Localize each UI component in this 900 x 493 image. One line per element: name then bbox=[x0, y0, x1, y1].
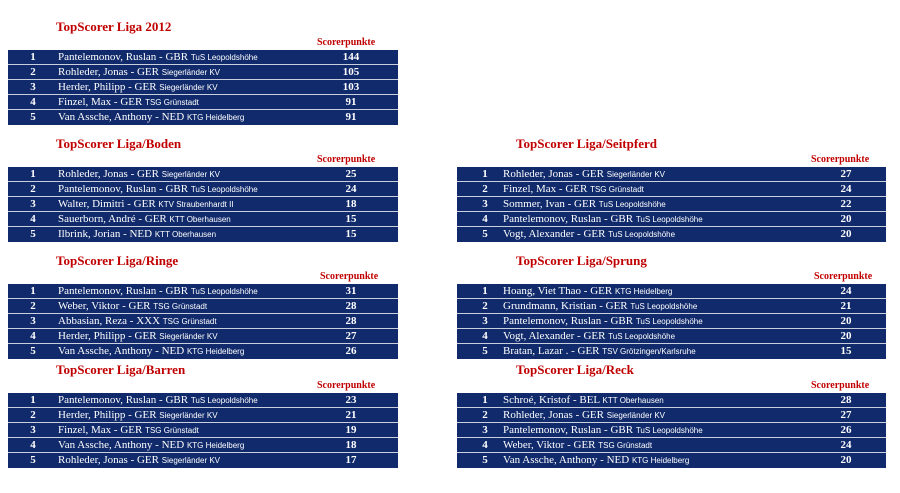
rank: 2 bbox=[30, 300, 36, 312]
athlete-cell bbox=[58, 314, 217, 329]
rank: 3 bbox=[30, 81, 36, 93]
points: 20 bbox=[840, 228, 852, 240]
score-header: Scorerpunkte bbox=[811, 154, 870, 165]
club-name: TuS Leopoldshöhe bbox=[190, 396, 258, 405]
club-name: KTT Oberhausen bbox=[169, 215, 231, 224]
athlete-name: Pantelemonov, Ruslan - GBR bbox=[58, 394, 189, 406]
block-title: TopScorer Liga/Sprung bbox=[516, 253, 647, 268]
athlete-cell bbox=[503, 182, 644, 197]
athlete-name: Pantelemonov, Ruslan - GBR bbox=[503, 424, 634, 436]
table-row bbox=[457, 227, 886, 242]
block-title: TopScorer Liga/Barren bbox=[56, 362, 186, 377]
rank: 4 bbox=[30, 439, 36, 451]
table-row bbox=[457, 329, 886, 344]
athlete-name: Hoang, Viet Thao - GER bbox=[503, 285, 613, 297]
athlete-name: Vogt, Alexander - GER bbox=[503, 228, 606, 240]
points: 28 bbox=[345, 315, 357, 327]
table-row bbox=[457, 212, 886, 227]
club-name: TuS Leopoldshöhe bbox=[190, 287, 258, 296]
points: 103 bbox=[342, 81, 360, 93]
athlete-cell bbox=[58, 80, 218, 95]
rank: 1 bbox=[30, 285, 36, 297]
rank: 3 bbox=[482, 198, 488, 210]
rank: 2 bbox=[482, 183, 488, 195]
athlete-name: Grundmann, Kristian - GER bbox=[503, 300, 628, 312]
athlete-name: Sauerborn, André - GER bbox=[58, 213, 167, 225]
athlete-cell bbox=[58, 453, 220, 468]
rank: 3 bbox=[482, 315, 488, 327]
rank: 2 bbox=[482, 409, 488, 421]
points: 26 bbox=[345, 345, 357, 357]
athlete-cell bbox=[58, 65, 220, 80]
points: 28 bbox=[345, 300, 357, 312]
table-row bbox=[457, 344, 886, 359]
club-name: TSG Grünstadt bbox=[162, 317, 217, 326]
athlete-cell bbox=[503, 438, 652, 453]
block-title: TopScorer Liga/Seitpferd bbox=[516, 136, 657, 151]
rank: 4 bbox=[482, 439, 488, 451]
points: 22 bbox=[840, 198, 852, 210]
score-table bbox=[8, 167, 398, 242]
athlete-cell bbox=[58, 182, 258, 197]
table-row bbox=[8, 299, 398, 314]
table-row bbox=[457, 284, 886, 299]
club-name: TuS Leopoldshöhe bbox=[635, 317, 703, 326]
score-header: Scorerpunkte bbox=[811, 380, 870, 391]
club-name: TSG Grünstadt bbox=[153, 302, 208, 311]
athlete-cell bbox=[58, 227, 216, 242]
table-row bbox=[457, 314, 886, 329]
athlete-cell bbox=[503, 167, 665, 182]
athlete-name: Sommer, Ivan - GER bbox=[503, 198, 597, 210]
athlete-cell bbox=[503, 329, 675, 344]
athlete-name: Rohleder, Jonas - GER bbox=[503, 168, 604, 180]
rank: 5 bbox=[482, 345, 488, 357]
table-row bbox=[8, 50, 398, 65]
points: 31 bbox=[345, 285, 357, 297]
table-row bbox=[8, 197, 398, 212]
points: 15 bbox=[345, 228, 357, 240]
athlete-cell bbox=[503, 393, 664, 408]
score-table bbox=[457, 393, 886, 468]
table-row bbox=[8, 95, 398, 110]
score-table bbox=[457, 284, 886, 359]
athlete-name: Pantelemonov, Ruslan - GBR bbox=[503, 213, 634, 225]
athlete-cell bbox=[503, 423, 703, 438]
points: 91 bbox=[345, 111, 357, 123]
athlete-name: Pantelemonov, Ruslan - GBR bbox=[58, 51, 189, 63]
club-name: TuS Leopoldshöhe bbox=[598, 200, 666, 209]
table-row bbox=[457, 182, 886, 197]
rank: 4 bbox=[30, 330, 36, 342]
athlete-name: Finzel, Max - GER bbox=[58, 96, 143, 108]
rank: 4 bbox=[482, 330, 488, 342]
club-name: KTG Heidelberg bbox=[614, 287, 673, 296]
table-row bbox=[457, 167, 886, 182]
points: 20 bbox=[840, 213, 852, 225]
athlete-cell bbox=[58, 95, 199, 110]
club-name: TuS Leopoldshöhe bbox=[635, 426, 703, 435]
score-table bbox=[457, 167, 886, 242]
table-row bbox=[8, 227, 398, 242]
points: 26 bbox=[840, 424, 852, 436]
club-name: KTT Oberhausen bbox=[602, 396, 664, 405]
club-name: TuS Leopoldshöhe bbox=[630, 302, 698, 311]
club-name: TuS Leopoldshöhe bbox=[608, 230, 676, 239]
points: 20 bbox=[840, 330, 852, 342]
athlete-cell bbox=[58, 197, 234, 212]
rank: 5 bbox=[30, 111, 36, 123]
athlete-name: Walter, Dimitri - GER bbox=[58, 198, 156, 210]
athlete-cell bbox=[503, 344, 696, 359]
athlete-cell bbox=[58, 212, 231, 227]
athlete-name: Rohleder, Jonas - GER bbox=[58, 66, 159, 78]
points: 24 bbox=[345, 183, 357, 195]
athlete-cell bbox=[503, 408, 665, 423]
club-name: TuS Leopoldshöhe bbox=[190, 185, 258, 194]
table-row bbox=[8, 344, 398, 359]
club-name: KTV Straubenhardt II bbox=[158, 200, 234, 209]
points: 20 bbox=[840, 315, 852, 327]
athlete-cell bbox=[503, 314, 703, 329]
athlete-name: Finzel, Max - GER bbox=[503, 183, 588, 195]
athlete-name: Pantelemonov, Ruslan - GBR bbox=[58, 183, 189, 195]
rank: 3 bbox=[30, 315, 36, 327]
table-row bbox=[457, 453, 886, 468]
score-table bbox=[8, 284, 398, 359]
club-name: TSV Grötzingen/Karlsruhe bbox=[602, 347, 696, 356]
rank: 2 bbox=[30, 66, 36, 78]
athlete-cell bbox=[58, 110, 244, 125]
table-row bbox=[8, 167, 398, 182]
points: 28 bbox=[840, 394, 852, 406]
score-header: Scorerpunkte bbox=[317, 154, 376, 165]
table-row bbox=[8, 314, 398, 329]
club-name: TuS Leopoldshöhe bbox=[608, 332, 676, 341]
table-row bbox=[457, 408, 886, 423]
athlete-name: Ilbrink, Jorian - NED bbox=[58, 228, 153, 240]
points: 20 bbox=[840, 454, 852, 466]
club-name: Siegerländer KV bbox=[161, 456, 221, 465]
athlete-name: Herder, Philipp - GER bbox=[58, 81, 157, 93]
athlete-name: Herder, Philipp - GER bbox=[58, 330, 157, 342]
table-row bbox=[8, 284, 398, 299]
block-title: TopScorer Liga/Reck bbox=[516, 362, 634, 377]
club-name: TuS Leopoldshöhe bbox=[635, 215, 703, 224]
athlete-cell bbox=[58, 299, 207, 314]
rank: 2 bbox=[30, 183, 36, 195]
points: 27 bbox=[345, 330, 357, 342]
athlete-cell bbox=[58, 50, 258, 65]
rank: 4 bbox=[30, 213, 36, 225]
table-row bbox=[457, 438, 886, 453]
athlete-name: Rohleder, Jonas - GER bbox=[58, 454, 159, 466]
points: 24 bbox=[840, 285, 852, 297]
club-name: KTG Heidelberg bbox=[631, 456, 690, 465]
rank: 4 bbox=[30, 96, 36, 108]
points: 27 bbox=[840, 409, 852, 421]
table-row bbox=[8, 423, 398, 438]
table-row bbox=[8, 110, 398, 125]
club-name: Siegerländer KV bbox=[161, 68, 221, 77]
athlete-name: Pantelemonov, Ruslan - GBR bbox=[58, 285, 189, 297]
athlete-cell bbox=[503, 284, 672, 299]
rank: 5 bbox=[482, 454, 488, 466]
points: 91 bbox=[345, 96, 357, 108]
points: 23 bbox=[345, 394, 357, 406]
athlete-name: Schroé, Kristof - BEL bbox=[503, 394, 600, 406]
points: 105 bbox=[342, 66, 360, 78]
athlete-name: Weber, Viktor - GER bbox=[503, 439, 596, 451]
table-row bbox=[457, 393, 886, 408]
club-name: KTG Heidelberg bbox=[186, 441, 245, 450]
points: 21 bbox=[840, 300, 852, 312]
athlete-name: Rohleder, Jonas - GER bbox=[58, 168, 159, 180]
club-name: Siegerländer KV bbox=[606, 411, 666, 420]
athlete-cell bbox=[58, 284, 258, 299]
points: 15 bbox=[345, 213, 357, 225]
rank: 3 bbox=[482, 424, 488, 436]
points: 21 bbox=[345, 409, 357, 421]
table-row bbox=[457, 423, 886, 438]
rank: 1 bbox=[30, 51, 36, 63]
athlete-cell bbox=[503, 299, 697, 314]
table-row bbox=[8, 182, 398, 197]
block-title: TopScorer Liga 2012 bbox=[56, 19, 172, 34]
athlete-name: Van Assche, Anthony - NED bbox=[58, 345, 185, 357]
table-row bbox=[8, 438, 398, 453]
athlete-cell bbox=[58, 344, 244, 359]
rank: 1 bbox=[482, 168, 488, 180]
points: 25 bbox=[345, 168, 357, 180]
athlete-name: Van Assche, Anthony - NED bbox=[503, 454, 630, 466]
rank: 1 bbox=[482, 285, 488, 297]
table-row bbox=[8, 65, 398, 80]
rank: 1 bbox=[30, 168, 36, 180]
club-name: TSG Grünstadt bbox=[590, 185, 644, 194]
athlete-name: Rohleder, Jonas - GER bbox=[503, 409, 604, 421]
athlete-cell bbox=[58, 408, 218, 423]
club-name: Siegerländer KV bbox=[159, 411, 218, 420]
rank: 1 bbox=[482, 394, 488, 406]
table-row bbox=[8, 329, 398, 344]
table-row bbox=[8, 408, 398, 423]
club-name: TSG Grünstadt bbox=[145, 426, 199, 435]
rank: 5 bbox=[30, 345, 36, 357]
rank: 5 bbox=[30, 228, 36, 240]
club-name: Siegerländer KV bbox=[159, 332, 218, 341]
athlete-cell bbox=[503, 453, 689, 468]
score-header: Scorerpunkte bbox=[317, 37, 376, 48]
rank: 3 bbox=[30, 424, 36, 436]
score-header: Scorerpunkte bbox=[320, 271, 379, 282]
table-row bbox=[457, 197, 886, 212]
rank: 5 bbox=[30, 454, 36, 466]
block-title: TopScorer Liga/Boden bbox=[56, 136, 182, 151]
athlete-name: Abbasian, Reza - XXX bbox=[58, 315, 161, 327]
athlete-name: Bratan, Lazar . - GER bbox=[503, 345, 600, 357]
club-name: KTG Heidelberg bbox=[186, 113, 245, 122]
points: 17 bbox=[345, 454, 357, 466]
athlete-cell bbox=[503, 227, 675, 242]
club-name: TSG Grünstadt bbox=[598, 441, 653, 450]
athlete-name: Van Assche, Anthony - NED bbox=[58, 439, 185, 451]
athlete-cell bbox=[58, 423, 199, 438]
score-table bbox=[8, 50, 398, 125]
rank: 5 bbox=[482, 228, 488, 240]
athlete-cell bbox=[503, 212, 703, 227]
rank: 2 bbox=[30, 409, 36, 421]
table-row bbox=[8, 393, 398, 408]
score-table bbox=[8, 393, 398, 468]
athlete-cell bbox=[58, 167, 220, 182]
club-name: TSG Grünstadt bbox=[145, 98, 199, 107]
club-name: Siegerländer KV bbox=[159, 83, 218, 92]
athlete-cell bbox=[58, 438, 244, 453]
points: 15 bbox=[840, 345, 852, 357]
athlete-name: Pantelemonov, Ruslan - GBR bbox=[503, 315, 634, 327]
table-row bbox=[8, 80, 398, 95]
rank: 3 bbox=[30, 198, 36, 210]
points: 19 bbox=[345, 424, 357, 436]
points: 18 bbox=[345, 198, 357, 210]
rank: 1 bbox=[30, 394, 36, 406]
club-name: Siegerländer KV bbox=[161, 170, 221, 179]
points: 144 bbox=[342, 51, 360, 63]
athlete-name: Van Assche, Anthony - NED bbox=[58, 111, 185, 123]
club-name: KTG Heidelberg bbox=[186, 347, 245, 356]
athlete-name: Vogt, Alexander - GER bbox=[503, 330, 606, 342]
athlete-name: Herder, Philipp - GER bbox=[58, 409, 157, 421]
rank: 2 bbox=[482, 300, 488, 312]
rank: 4 bbox=[482, 213, 488, 225]
club-name: Siegerländer KV bbox=[606, 170, 666, 179]
table-row bbox=[8, 453, 398, 468]
score-header: Scorerpunkte bbox=[814, 271, 873, 282]
athlete-cell bbox=[58, 329, 218, 344]
points: 27 bbox=[840, 168, 852, 180]
score-header: Scorerpunkte bbox=[317, 380, 376, 391]
table-row bbox=[457, 299, 886, 314]
athlete-cell bbox=[58, 393, 258, 408]
points: 18 bbox=[345, 439, 357, 451]
athlete-cell bbox=[503, 197, 666, 212]
athlete-name: Weber, Viktor - GER bbox=[58, 300, 151, 312]
table-row bbox=[8, 212, 398, 227]
athlete-name: Finzel, Max - GER bbox=[58, 424, 143, 436]
points: 24 bbox=[840, 439, 852, 451]
club-name: TuS Leopoldshöhe bbox=[190, 53, 258, 62]
block-title: TopScorer Liga/Ringe bbox=[56, 253, 179, 268]
club-name: KTT Oberhausen bbox=[154, 230, 217, 239]
points: 24 bbox=[840, 183, 852, 195]
